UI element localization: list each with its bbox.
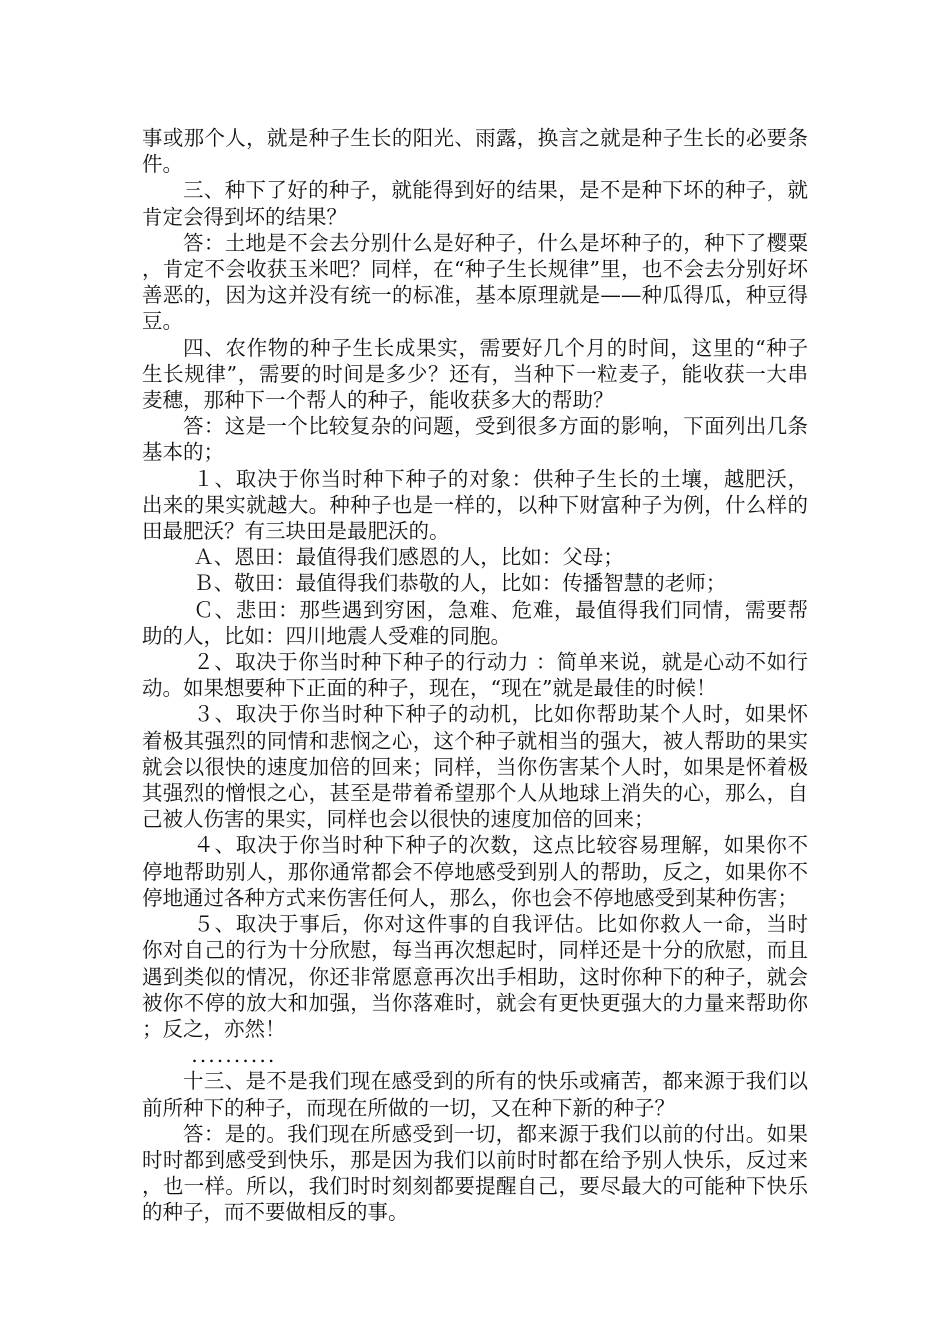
ellipsis-separator: .......... [191,1043,277,1068]
paragraph-point-1: １、取决于你当时种下种子的对象：供种子生长的土壤，越肥沃，出来的果实就越大。种种子也是一样的，以种下财富种子为例，什么样的田最肥沃？有三块田是最肥沃的。 [142,466,808,544]
paragraph-question-13: 十三、是不是我们现在感受到的所有的快乐或痛苦，都来源于我们以前所种下的种子，而现在所做的一切，又在种下新的种子？ [142,1069,808,1120]
paragraph-question-4: 四、农作物的种子生长成果实，需要好几个月的时间，这里的“种子生长规律”，需要的时间是多少？还有，当种下一粒麦子，能收获一大串麦穗，那种下一个帮人的种子，能收获多大的帮助？ [142,335,808,413]
paragraph-point-1b: Ｂ、敬田：最值得我们恭敬的人，比如：传播智慧的老师； [193,571,727,596]
paragraph-point-4: ４、取决于你当时种下种子的次数，这点比较容易理解，如果你不停地帮助别人，那你通常都会不停地感受到别人的帮助，反之，如果你不停地通过各种方式来伤害任何人，那么，你也会不停地感受到某种伤害； [142,833,808,910]
paragraph-point-1a: Ａ、恩田：最值得我们感恩的人，比如：父母； [193,545,624,570]
paragraph-point-3: ３、取决于你当时种下种子的动机，比如你帮助某个人时，如果怀着极其强烈的同情和悲悯之心，这个种子就相当的强大，被人帮助的果实就会以很快的速度加倍的回来；同样，当你伤害某个人时，如果是怀着极其强烈的憎恨之心，甚至是带着希望那个人从地球上消失的心，那么，自己被人伤害的果实，同样也会以很快的速度加倍的回来； [142,702,808,832]
paragraph-point-2: ２、取决于你当时种下种子的行动力 ：简单来说，就是心动不如行动。如果想要种下正面的种子，现在，“现在”就是最佳的时候！ [142,650,808,701]
paragraph-answer-13: 答：是的。我们现在所感受到一切，都来源于我们以前的付出。如果时时都到感受到快乐，那是因为我们以前时时都在给予别人快乐，反过来，也一样。所以，我们时时刻刻都要提醒自己，要尽最大的可能种下快乐的种子，而不要做相反的事。 [142,1121,808,1225]
paragraph-answer-3: 答：土地是不会去分别什么是好种子，什么是坏种子的，种下了樱粟，肯定不会收获玉米吧？同样，在“种子生长规律”里，也不会去分别好坏善恶的，因为这并没有统一的标准，基本原理就是——种瓜得瓜，种豆得豆。 [142,230,808,334]
paragraph-continuation: 事或那个人，就是种子生长的阳光、雨露，换言之就是种子生长的必要条件。 [142,126,808,177]
paragraph-question-3: 三、种下了好的种子，就能得到好的结果，是不是种下坏的种子，就肯定会得到坏的结果？ [142,178,808,229]
paragraph-point-1c: Ｃ、悲田：那些遇到穷困，急难、危难，最值得我们同情，需要帮助的人，比如：四川地震人受难的同胞。 [142,597,808,648]
paragraph-point-5: ５、取决于事后，你对这件事的自我评估。比如你救人一命，当时你对自己的行为十分欣慰，每当再次想起时，同样还是十分的欣慰，而且遇到类似的情况，你还非常愿意再次出手相助，这时你种下的种子，就会被你不停的放大和加强，当你落难时，就会有更快更强大的力量来帮助你；反之，亦然！ [142,912,808,1041]
document-page [142,125,808,1226]
paragraph-answer-4-intro: 答：这是一个比较复杂的问题，受到很多方面的影响，下面列出几条基本的； [142,414,808,465]
